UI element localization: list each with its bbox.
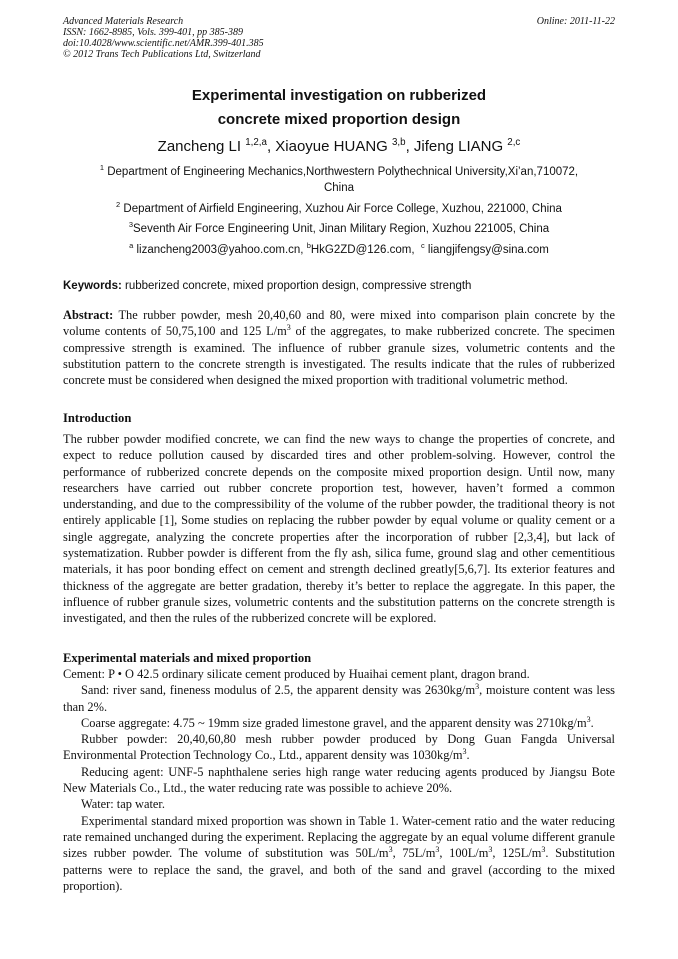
journal-name: Advanced Materials Research bbox=[63, 16, 184, 27]
keywords-label: Keywords: bbox=[63, 280, 122, 292]
section-heading-materials: Experimental materials and mixed proportion bbox=[63, 651, 312, 665]
email-link[interactable]: liangjifengsy@sina.com bbox=[427, 244, 549, 256]
materials-section bbox=[63, 666, 615, 894]
reducing-agent-paragraph: Reducing agent: UNF-5 naphthalene series high range water reducing agents produced by Jiangsu Bote New Materials Co., Ltd., the water reducing rate was possible to achieve 20%. bbox=[63, 764, 615, 796]
author-emails: $^a$ lizancheng2003@yahoo.com.cn, $^b$HkG2ZD@126.com, $^c$ liangjifengsy@sina.com bbox=[129, 241, 549, 256]
author-superscript: 1,2,a bbox=[245, 137, 267, 148]
paper-title bbox=[0, 84, 678, 132]
affiliation-2: $^2$ Department of Airfield Engineering, Xuzhou Air Force College, Xuzhou, 221000, China bbox=[116, 200, 562, 215]
online-date: Online: 2011-11-22 bbox=[536, 16, 615, 27]
author-name: Jifeng LIANG bbox=[413, 138, 504, 155]
affiliation-1: $^1$ Department of Engineering Mechanics,Northwestern Polythechnical University,Xi’an,710072, China bbox=[99, 163, 579, 194]
title-line-1: Experimental investigation on rubberized bbox=[191, 87, 487, 104]
title-line-2: concrete mixed proportion design bbox=[217, 111, 461, 128]
introduction-paragraph: The rubber powder modified concrete, we can find the new ways to change the properties of concrete, and expect to reduce pollution caused by discarded tires and other problem-solving. However, control the performance of rubberized concrete depends on the composite mixed proportion design. Until now, many researchers have carried out rubber concrete proportion test, however, haven’t formed a common understanding, and due to the compressibility of the volume of the rubber powder, the traditional theory is not entirely applicable [1], Some studies on replacing the rubber powder by equal volume or quality cement or a single aggregate, analyzing the concrete properties after the incorporation of rubber [2,3,4], but lack of systematization. Rubber powder is different from the fly ash, silica fume, ground slag and other cementitious materials, it has poor bonding effect on cement and strength declined greatly[5,6,7]. Its exterior features and thickness of the aggregate are better gradation, thereby it’s better to replace the aggregate. In this paper, the influence of rubber granule sizes, volumetric contents and the substitution patterns on the concrete strength is investigated, and then the rules of the rubberized concrete will be explored. bbox=[63, 432, 615, 626]
email-link[interactable]: HkG2ZD@126.com, bbox=[310, 244, 415, 256]
email-link[interactable]: lizancheng2003@yahoo.com.cn, bbox=[136, 244, 304, 256]
cement-paragraph: Cement: P • O 42.5 ordinary silicate cement produced by Huaihai cement plant, dragon brand. bbox=[63, 667, 530, 681]
sand-paragraph: Sand: river sand, fineness modulus of 2.5, the apparent density was $2630kg/m^3$, moisture content was less than 2%. bbox=[63, 682, 615, 714]
author-superscript: 3,b bbox=[392, 137, 406, 148]
author-name: Zancheng LI bbox=[157, 138, 242, 155]
experimental-proportion-paragraph: Experimental standard mixed proportion was shown in Table 1. Water-cement ratio and the water reducing rate remained unchanged during the experiment. Replacing the aggregate by an equal volume different granule sizes rubber powder. The volume of substitution was $50L/m^3$, $75L/m^3$, $100L/m^3$, $125L/m^3$. Substitution patterns were to replace the sand, the gravel, and both of the sand and gravel (according to the mixed proportion). bbox=[63, 813, 615, 893]
journal-header bbox=[63, 16, 615, 60]
copyright-line: © 2012 Trans Tech Publications Ltd, Switzerland bbox=[63, 49, 261, 60]
rubber-powder-paragraph: Rubber powder: 20,40,60,80 mesh rubber powder produced by Dong Guan Fangda Universal Environmental Protection Technology Co., Ltd., apparent density was $1030kg/m^3$. bbox=[63, 732, 615, 763]
keywords-text: rubberized concrete, mixed proportion design, compressive strength bbox=[125, 280, 472, 292]
coarse-aggregate-paragraph: Coarse aggregate: 4.75 ~ 19mm size graded limestone gravel, and the apparent density was $2710kg/m^3$. bbox=[81, 714, 594, 730]
abstract: Abstract: The rubber powder, mesh 20,40,60 and 80, were mixed into comparison plain concrete by the volume contents of 50,75,100 and 125 $L/m^3$ of the aggregates, to make rubberized concrete. The specimen compressive strength is examined. The influence of rubber granule sizes, volumetric contents and the substitution pattern to the concrete strength is investigated. The results indicate that the rules of rubberized concrete must be considered when designed the mixed proportion with traditional volumetric method. bbox=[63, 308, 615, 388]
author-name: Xiaoyue HUANG bbox=[275, 138, 388, 155]
section-heading-introduction: Introduction bbox=[63, 411, 132, 425]
author-superscript: 2,c bbox=[507, 137, 521, 148]
issn-line: ISSN: 1662-8985, Vols. 399-401, pp 385-389 bbox=[63, 27, 243, 38]
keywords bbox=[63, 278, 615, 294]
water-paragraph: Water: tap water. bbox=[81, 797, 165, 812]
abstract-label: Abstract: bbox=[63, 308, 114, 322]
doi-line: doi:10.4028/www.scientific.net/AMR.399-401.385 bbox=[63, 38, 264, 49]
affiliation-3: $^3$Seventh Air Force Engineering Unit, Jinan Military Region, Xuzhou 221005, China bbox=[128, 220, 550, 235]
author-list: Zancheng LI $^{1,2,a}$, Xiaoyue HUANG $^{3,b}$, Jifeng LIANG $^{2,c}$ bbox=[157, 137, 521, 155]
